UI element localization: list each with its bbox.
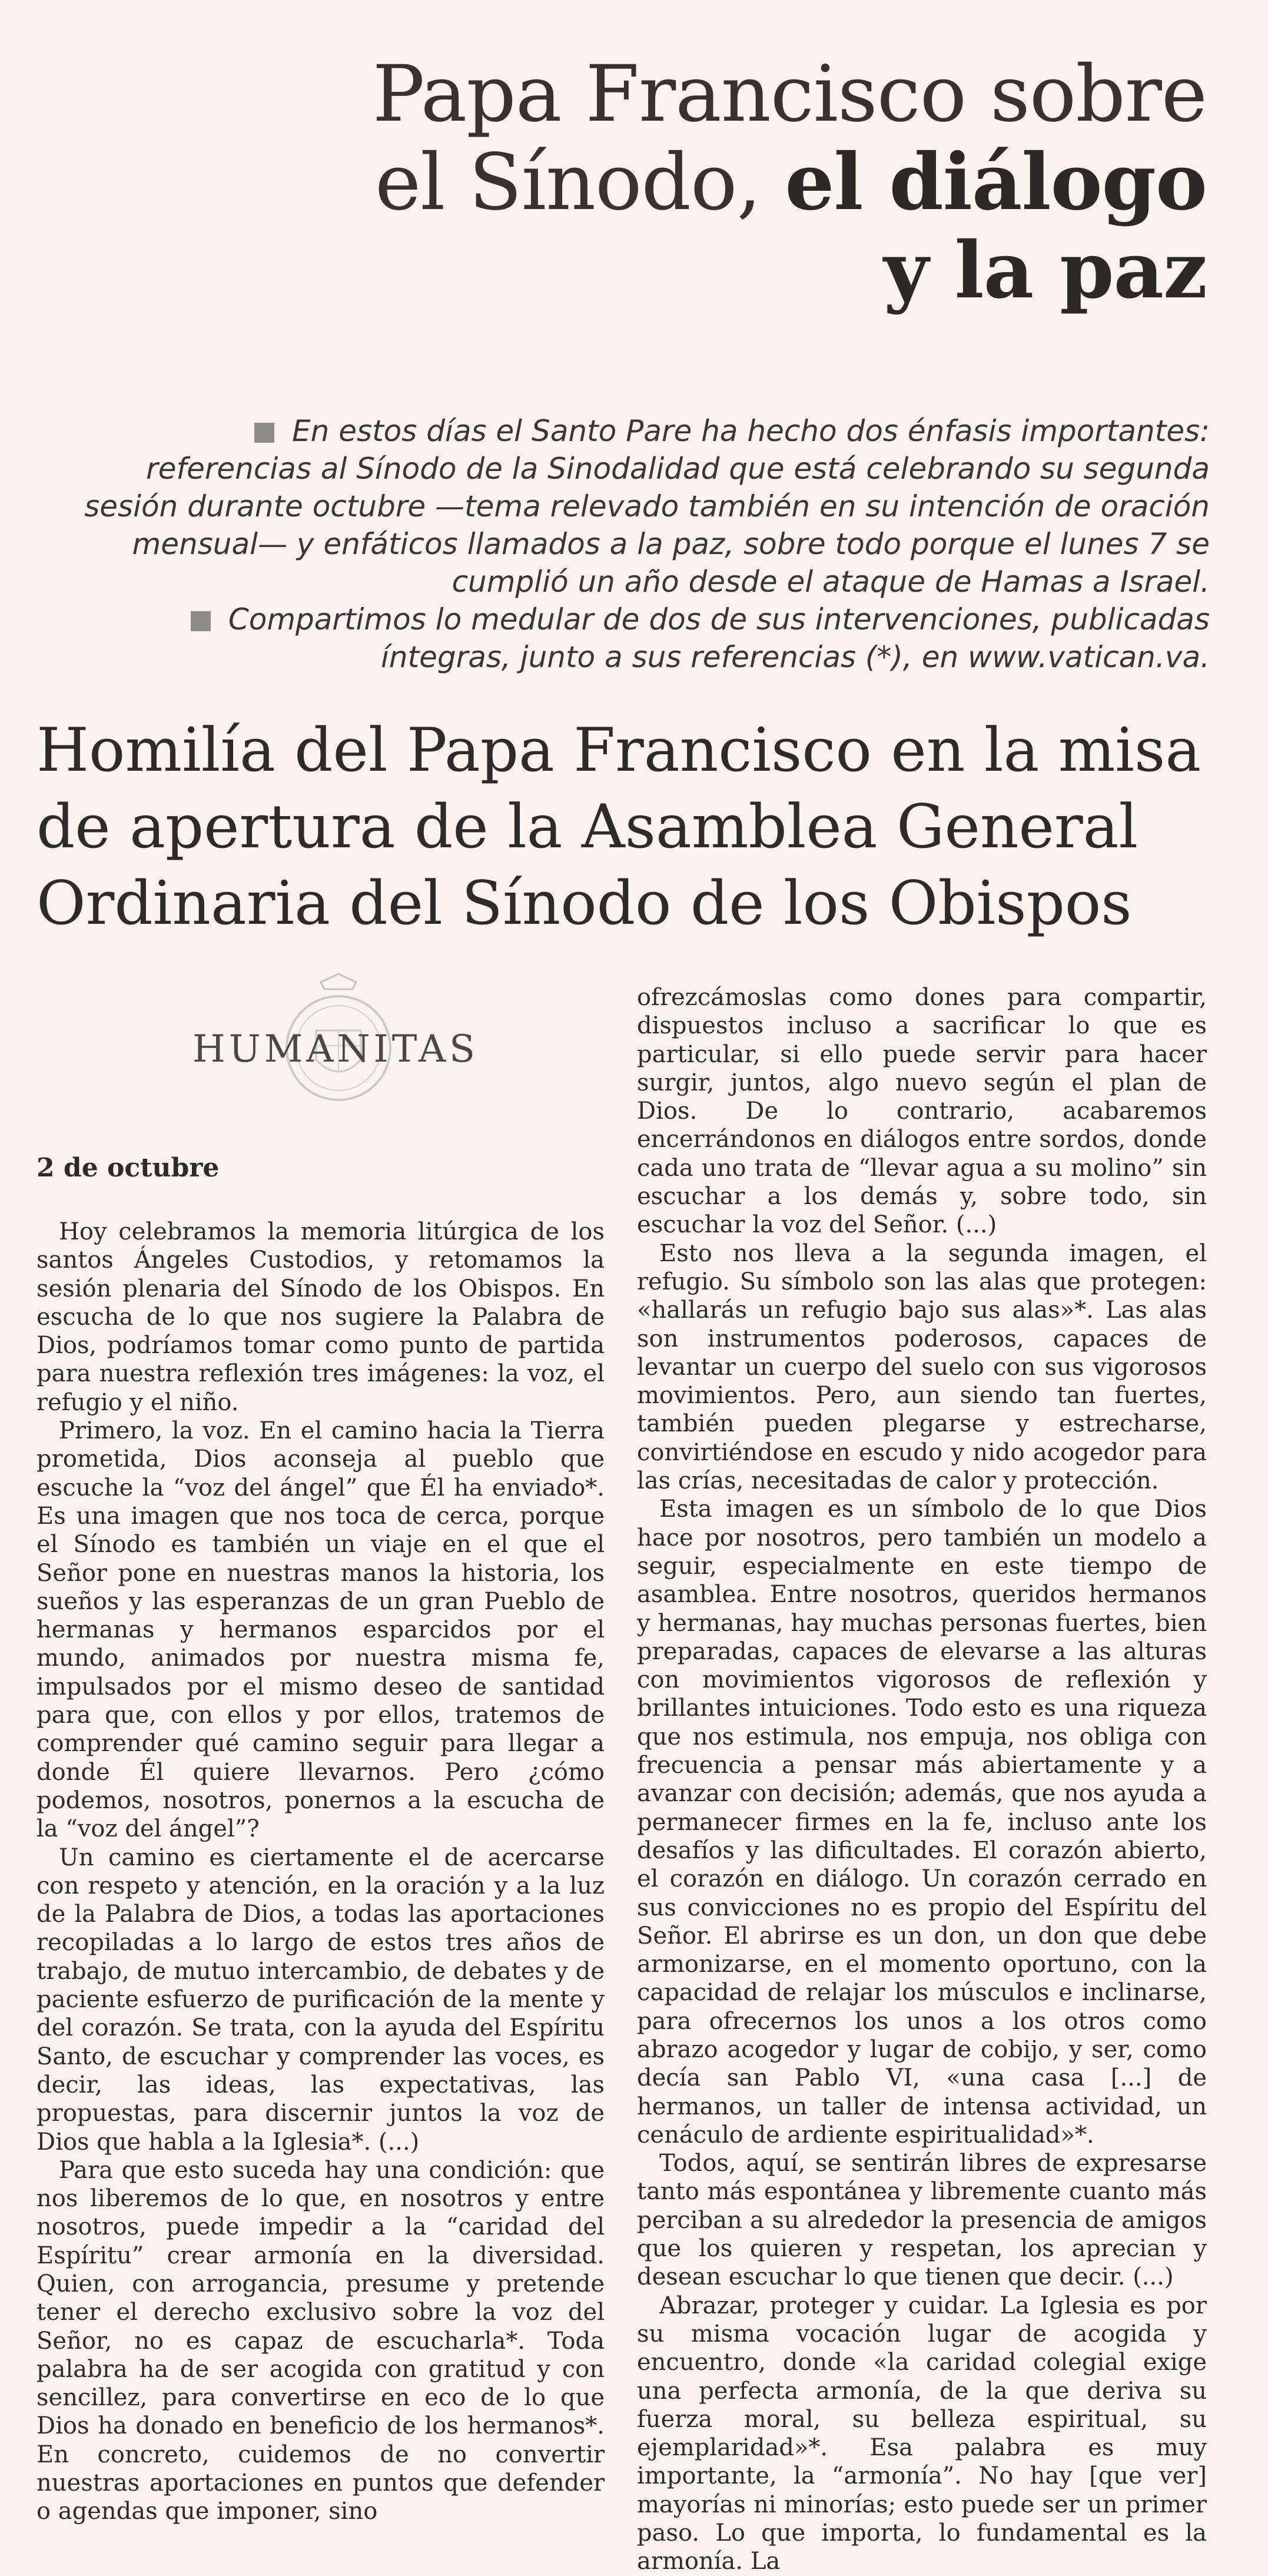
headline-line-2 — [177, 138, 1207, 227]
article-column-right — [637, 983, 1207, 2576]
square-bullet-icon — [254, 423, 274, 443]
paragraph: Para que esto suceda hay una condición: que nos liberemos de lo que, en nosotros y entre nosotros, puede impedir a la “caridad del Espíritu” crear armonía en la diversidad. Quien, con arrogancia, presume y pretende tener el derecho exclusivo sobre la voz del Señor, no es capaz de escucharla*. Toda palabra ha de ser acogida con gratitud y con sencillez, para convertirse en eco de lo que Dios ha donado en beneficio de los hermanos*. En concreto, cuidemos de no convertir nuestras aportaciones en puntos que defender o agendas que imponer, sino — [36, 2156, 605, 2525]
headline-line-2-bold: el diálogo — [785, 137, 1207, 228]
square-bullet-icon — [191, 611, 211, 631]
lead-bullet-1-text: En estos días el Santo Pare ha hecho dos énfasis importantes: referencias al Sínodo de la Sinodalidad que está celebrando su segunda sesión durante octubre —tema relevado también en su intención de oración mensual— y enfáticos llamados a la paz, sobre todo porque el lunes 7 se cumplió un año desde el ataque de Hamas a Israel. — [84, 414, 1210, 599]
logo-text: HUMANITAS — [192, 1027, 479, 1071]
paragraph: Esto nos lleva a la segunda imagen, el refugio. Su símbolo son las alas que protegen: «hallarás un refugio bajo sus alas»*. Las alas son instrumentos poderosos, capaces de levantar un cuerpo del suelo con sus vigorosos movimientos. Pero, aun siendo tan fuertes, también pueden plegarse y estrecharse, convirtiéndose en escudo y nido acogedor para las crías, necesitadas de calor y protección. — [637, 1239, 1207, 1495]
lead-bullet-2-text: Compartimos lo medular de dos de sus intervenciones, publicadas íntegras, junto a sus referencias (*), en www.vatican.va. — [228, 602, 1210, 674]
section-title-line-2: de apertura de la Asamblea General — [36, 792, 1138, 862]
paragraph: Primero, la voz. En el camino hacia la Tierra prometida, Dios aconseja al pueblo que escuche la “voz del ángel” que Él ha enviado*. Es una imagen que nos toca de cerca, porque el Sínodo es también un viaje en el que el Señor pone en nuestras manos la historia, los sueños y las esperanzas de un gran Pueblo de hermanas y hermanos esparcidos por el mundo, animados por nuestra misma fe, impulsados por el mismo deseo de santidad para que, con ellos y por ellos, tratemos de comprender qué camino seguir para llegar a donde Él quiere llevarnos. Pero ¿cómo podemos, nosotros, ponernos a la escucha de la “voz del ángel”? — [36, 1417, 605, 1843]
paragraph: Esta imagen es un símbolo de lo que Dios hace por nosotros, pero también un modelo a seguir, especialmente en este tiempo de asamblea. Entre nosotros, queridos hermanos y hermanas, hay muchas personas fuertes, bien preparadas, capaces de elevarse a las alturas con movimientos vigorosos de reflexión y brillantes intuiciones. Todo esto es una riqueza que nos estimula, nos empuja, nos obliga con frecuencia a pensar más abiertamente y a avanzar con decisión; además, que nos ayuda a permanecer firmes en la fe, incluso ante los desafíos y las dificultades. El corazón abierto, el corazón en diálogo. Un corazón cerrado en sus convicciones no es propio del Espíritu del Señor. El abrirse es un don, un don que debe armonizarse, en el momento oportuno, con la capacidad de relajar los músculos e inclinarse, para ofrecernos los unos a los otros como abrazo acogedor y lugar de cobijo, y ser, como decía san Pablo VI, «una casa [...] de hermanos, un taller de intensa actividad, un cenáculo de ardiente espiritualidad»*. — [637, 1496, 1207, 2149]
lead-bullet-2 — [82, 601, 1210, 676]
section-title — [36, 712, 1243, 942]
paragraph: Un camino es ciertamente el de acercarse con respeto y atención, en la oración y a la luz de la Palabra de Dios, a todas las aportaciones recopiladas a lo largo de estos tres años de trabajo, de mutuo intercambio, de debates y de paciente esfuerzo de purificación de la mente y del corazón. Se trata, con la ayuda del Espíritu Santo, de escuchar y comprender las voces, es decir, las ideas, las expectativas, las propuestas, para discernir juntos la voz de Dios que habla a la Iglesia*. (...) — [36, 1844, 605, 2156]
lead-bullet-1 — [82, 412, 1210, 601]
headline — [177, 50, 1207, 315]
article-date: 2 de octubre — [36, 1153, 220, 1183]
headline-line-1: Papa Francisco sobre — [372, 49, 1207, 140]
humanitas-logo — [182, 972, 489, 1113]
section-title-line-3: Ordinaria del Sínodo de los Obispos — [36, 868, 1132, 939]
article-column-left — [36, 1218, 605, 2526]
paragraph: ofrezcámoslas como dones para compartir, dispuestos incluso a sacrificar lo que es particular, si ello puede servir para hacer surgir, juntos, algo nuevo según el plan de Dios. De lo contrario, acabaremos encerrándonos en diálogos entre sordos, donde cada uno trata de “llevar agua a su molino” sin escuchar a los demás y, sobre todo, sin escuchar la voz del Señor. (...) — [637, 984, 1207, 1239]
paragraph: Todos, aquí, se sentirán libres de expresarse tanto más espontánea y libremente cuanto más perciban a su alrededor la presencia de amigos que los quieren y respetan, los aprecian y desean escuchar lo que tienen que decir. (...) — [637, 2150, 1207, 2291]
headline-line-3 — [177, 227, 1207, 315]
section-title-line-1: Homilía del Papa Francisco en la misa — [36, 715, 1201, 785]
headline-line-2-regular: el Sínodo, — [375, 137, 785, 228]
paragraph: Abrazar, proteger y cuidar. La Iglesia es por su misma vocación lugar de acogida y encuentro, donde «la caridad colegial exige una perfecta armonía, de la que deriva su fuerza moral, su belleza espiritual, su ejemplaridad»*. Esa palabra es muy importante, la “armonía”. No hay [que ver] mayorías ni minorías; esto puede ser un primer paso. Lo que importa, lo fundamental es la armonía. La — [637, 2292, 1207, 2575]
paragraph: Hoy celebramos la memoria litúrgica de los santos Ángeles Custodios, y retomamos la sesión plenaria del Sínodo de los Obispos. En escucha de lo que nos sugiere la Palabra de Dios, podríamos tomar como punto de partida para nuestra reflexión tres imágenes: la voz, el refugio y el niño. — [36, 1218, 605, 1416]
headline-line-3-bold: y la paz — [883, 225, 1207, 316]
lead-summary — [82, 412, 1210, 676]
